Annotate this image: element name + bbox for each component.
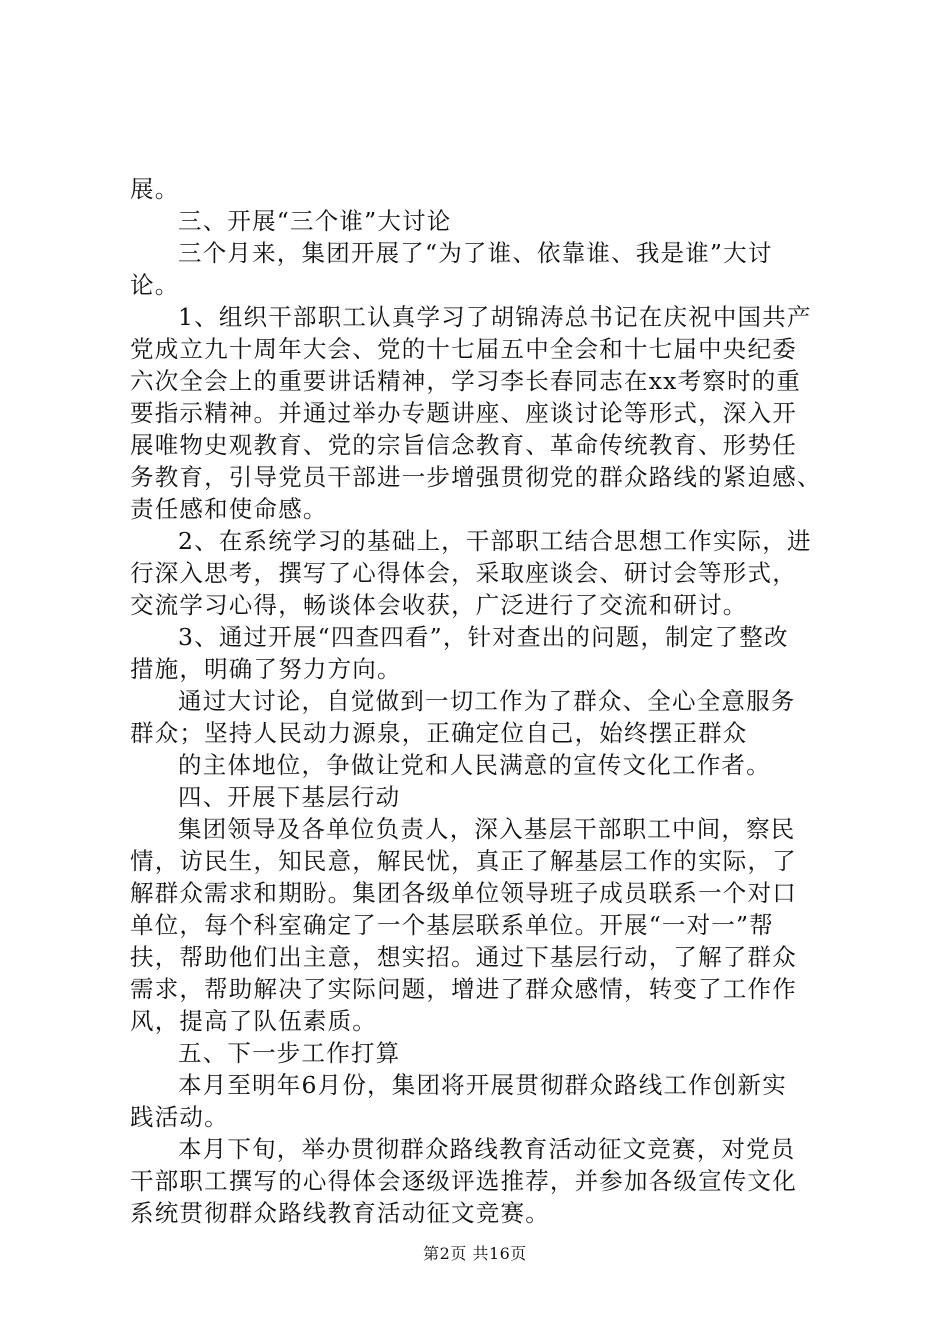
text-line: 三个月来，集团开展了“为了谁、依靠谁、我是谁”大讨 xyxy=(178,239,773,267)
text-line: 1、组织干部职工认真学习了胡锦涛总书记在庆祝中国共产 xyxy=(178,303,812,331)
text-line: 展。 xyxy=(130,175,180,203)
text-line: 系统贯彻群众路线教育活动征文竞赛。 xyxy=(130,1199,550,1227)
section-heading: 三、开展“三个谁”大讨论 xyxy=(178,207,452,235)
text-line: 需求，帮助解决了实际问题，增进了群众感情，转变了工作作 xyxy=(130,975,797,1003)
text-line: 措施，明确了努力方向。 xyxy=(130,655,402,683)
text-line: 集团领导及各单位负责人，深入基层干部职工中间，察民 xyxy=(178,815,796,843)
text-line: 通过大讨论，自觉做到一切工作为了群众、全心全意服务 xyxy=(178,687,796,715)
section-heading: 四、开展下基层行动 xyxy=(178,783,401,811)
text-line: 交流学习心得，畅谈体会收获，广泛进行了交流和研讨。 xyxy=(130,591,748,619)
text-line: 务教育，引导党员干部进一步增强贯彻党的群众路线的紧迫感、 xyxy=(130,463,822,491)
text-line: 行深入思考，撰写了心得体会，采取座谈会、研讨会等形式， xyxy=(130,559,797,587)
text-line: 情，访民生，知民意，解民忧，真正了解基层工作的实际，了 xyxy=(130,847,797,875)
text-line: 单位，每个科室确定了一个基层联系单位。开展“一对一”帮 xyxy=(130,911,774,939)
text-line: 要指示精神。并通过举办专题讲座、座谈讨论等形式，深入开 xyxy=(130,399,797,427)
page-number-footer: 第2页 共16页 xyxy=(423,1244,527,1263)
text-line: 责任感和使命感。 xyxy=(130,495,328,523)
text-line: 展唯物史观教育、党的宗旨信念教育、革命传统教育、形势任 xyxy=(130,431,797,459)
text-line: 的主体地位，争做让党和人民满意的宣传文化工作者。 xyxy=(178,751,771,779)
text-line: 论。 xyxy=(130,271,180,299)
section-heading: 五、下一步工作打算 xyxy=(178,1039,401,1067)
text-line: 3、通过开展“四查四看”，针对查出的问题，制定了整改 xyxy=(178,623,789,651)
text-line: 解群众需求和期盼。集团各级单位领导班子成员联系一个对口 xyxy=(130,879,797,907)
text-line: 2、在系统学习的基础上，干部职工结合思想工作实际，进 xyxy=(178,527,812,555)
text-line: 群众；坚持人民动力源泉，正确定位自己，始终摆正群众 xyxy=(130,719,748,747)
text-line: 践活动。 xyxy=(130,1103,229,1131)
text-line: 本月至明年6月份，集团将开展贯彻群众路线工作创新实 xyxy=(178,1071,787,1099)
text-line: 扶，帮助他们出主意，想实招。通过下基层行动，了解了群众 xyxy=(130,943,797,971)
text-line: 六次全会上的重要讲话精神，学习李长春同志在xx考察时的重 xyxy=(130,367,802,395)
text-line: 党成立九十周年大会、党的十七届五中全会和十七届中央纪委 xyxy=(130,335,797,363)
text-line: 本月下旬，举办贯彻群众路线教育活动征文竞赛，对党员 xyxy=(178,1135,796,1163)
text-line: 干部职工撰写的心得体会逐级评选推荐，并参加各级宣传文化 xyxy=(130,1167,797,1195)
text-line: 风，提高了队伍素质。 xyxy=(130,1007,377,1035)
